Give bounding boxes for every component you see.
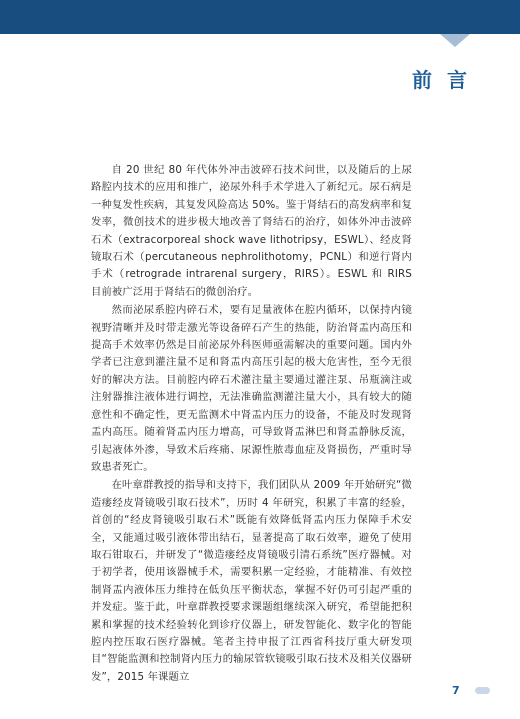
- header-triangle-decoration: [440, 34, 470, 47]
- header-band: [0, 0, 520, 34]
- paragraph: 自 20 世纪 80 年代体外冲击波碎石技术问世，以及随后的上尿路腔内技术的应用和推广，泌尿外科手术学进入了新纪元。尿石病是一种复发性疾病，其复发风险高达 50%。鉴于肾结石的高发病率和复发率，微创技术的进步极大地改善了肾结石的治疗，如体外冲击波碎石术（extracorporeal shock wave lithotripsy，ESWL）、经皮肾镜取石术（percutaneous nephrolithotomy，PCNL）和逆行肾内手术（retrograde intrarenal surgery，RIRS）。ESWL 和 RIRS 目前被广泛用于肾结石的微创治疗。: [91, 164, 412, 298]
- page-title: 前 言: [412, 68, 471, 92]
- page-number: 7: [452, 684, 460, 697]
- page-number-decoration: [475, 687, 490, 694]
- body-text: [91, 162, 412, 687]
- paragraph: 在叶章群教授的指导和支持下，我们团队从 2009 年开始研究“微造瘘经皮肾镜吸引取石技术”，历时 4 年研究，积累了丰富的经验，首创的“经皮肾镜吸引取石术”既能有效降低肾盂内压力保障手术安全，又能通过吸引液体带出结石，显著提高了取石效率，避免了使用取石钳取石，并研发了“微造瘘经皮肾镜吸引清石系统”医疗器械。对于初学者，使用该器械手术，需要积累一定经验，才能精准、有效控制肾盂内液体压力维持在低负压平衡状态，掌握不好仍可引起严重的并发症。鉴于此，叶章群教授要求课题组继续深入研究，希望能把积累和掌握的技术经验转化到诊疗仪器上，研发智能化、数字化的智能腔内控压取石医疗器械。笔者主持申报了江西省科技厅重大研发项目“智能监测和控制肾内压力的输尿管软镜吸引取石技术及相关仪器研发”，2015 年课题立: [91, 479, 412, 683]
- paragraph: 然而泌尿系腔内碎石术，要有足量液体在腔内循环，以保持内镜视野清晰并及时带走激光等设备碎石产生的热能，防治肾盂内高压和提高手术效率仍然是目前泌尿外科医师亟需解决的重要问题。国内外学者已注意到灌注量不足和肾盂内高压引起的极大危害性，至今无很好的解决方法。目前腔内碎石术灌注量主要通过灌注泵、吊瓶滴注或注射器推注液体进行调控，无法准确监测灌注量大小，具有较大的随意性和不确定性，更无监测术中肾盂内压力的设备，不能及时发现肾盂内高压。随着肾盂内压力增高，可导致肾盂淋巴和肾盂静脉反流，引起液体外渗，导致术后疼痛、尿源性脓毒血症及肾损伤，严重时导致患者死亡。: [91, 304, 412, 473]
